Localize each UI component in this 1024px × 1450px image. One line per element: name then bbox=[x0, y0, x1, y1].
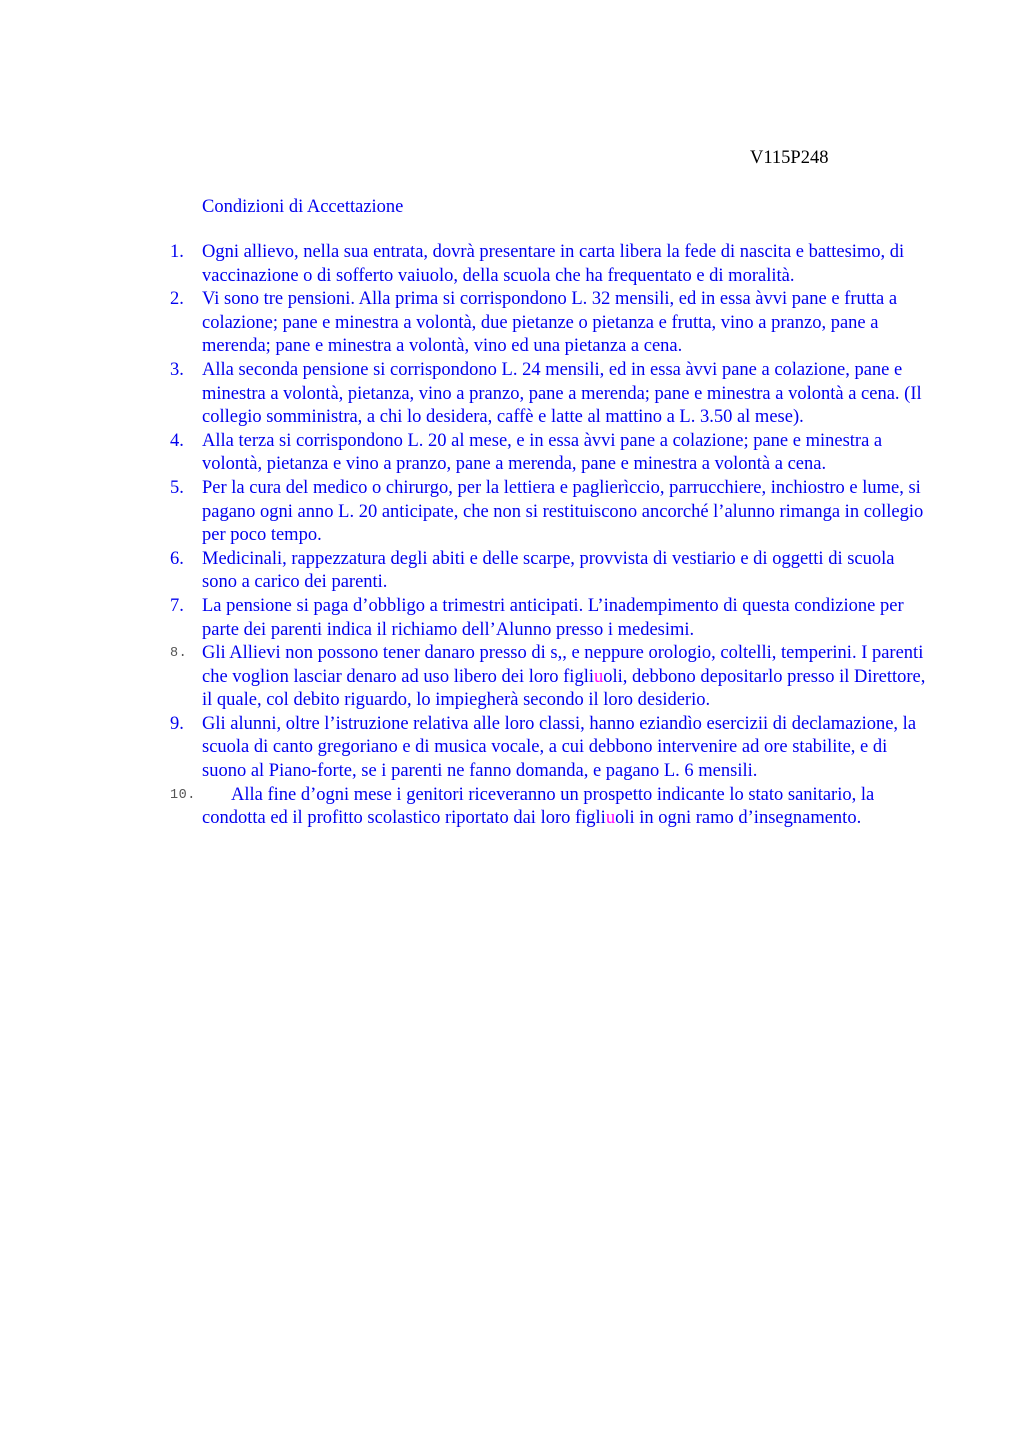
condition-text: Ogni allievo, nella sua entrata, dovrà presentare in carta libera la fede di nascita e battesimo, di vaccinazione o di sofferto vaiuolo, della scuola che ha frequentato e di moralità. bbox=[202, 242, 905, 286]
condition-item-4 bbox=[0, 430, 932, 477]
condition-number: 6. bbox=[170, 548, 184, 569]
condition-text: Vi sono tre pensioni. Alla prima si corrispondono L. 32 mensili, ed in essa àvvi pane e frutta a colazione; pane e minestra a volontà, due pietanze o pietanza e frutta, vino a pranzo, pane a merenda; pane e minestra a volontà, vino ed una pietanza a cena. bbox=[202, 289, 898, 357]
condition-text-before: Alla fine d’ogni mese i genitori riceveranno un prospetto indicante lo stato sanitario, la condotta ed il profitto scolastico riportato dai loro figli bbox=[202, 784, 875, 829]
document-title: Condizioni di Accettazione bbox=[202, 197, 404, 217]
inserted-letter: u bbox=[605, 808, 616, 829]
condition-number: 4. bbox=[170, 430, 184, 451]
condition-item-3 bbox=[0, 359, 932, 430]
condition-text: Alla terza si corrispondono L. 20 al mese, e in essa àvvi pane a colazione; pane e minestra a volontà, pietanza e vino a pranzo, pane a merenda, pane e minestra a volontà a cena. bbox=[202, 430, 883, 475]
condition-item-1 bbox=[0, 241, 932, 288]
condition-item-7 bbox=[0, 595, 932, 642]
condition-text bbox=[202, 784, 932, 831]
condition-text-after: oli, debbono depositarlo presso il Direttore, il quale, col debito riguardo, lo impiegherà secondo il loro desiderio. bbox=[202, 666, 926, 711]
condition-item-5 bbox=[0, 477, 932, 548]
page-identifier: V115P248 bbox=[750, 148, 829, 168]
condition-number: 8. bbox=[170, 646, 188, 662]
condition-number: 2. bbox=[170, 289, 184, 310]
condition-text: Gli alunni, oltre l’istruzione relativa alle loro classi, hanno eziandìo esercizii di declamazione, la scuola di canto gregoriano e di musica vocale, a cui debbono intervenire ad ore stabilite, e di suono al Piano-forte, se i parenti ne fanno domanda, e pagano L. 6 mensili. bbox=[202, 713, 917, 782]
condition-text: Alla seconda pensione si corrispondono L. 24 mensili, ed in essa àvvi pane a colazione, pane e minestra a volontà, pietanza, vino a pranzo, pane a merenda; pane e minestra a volontà a cena. (Il collegio somministra, a chi lo desidera, caffè e latte al mattino a L. 3.50 al mese). bbox=[202, 359, 922, 428]
condition-text-before: Gli Allievi non possono tener danaro presso di s,, e neppure orologio, coltelli, temperini. I parenti che voglion lasciar denaro ad uso libero dei loro figli bbox=[202, 643, 924, 687]
condition-text: Per la cura del medico o chirurgo, per la lettiera e paglierìccio, parrucchiere, inchiostro e lume, si pagano ogni anno L. 20 anticipate, che non si restituiscono ancorché l’alunno rimanga in collegio per poco tempo. bbox=[202, 477, 924, 546]
condition-item-2 bbox=[0, 288, 932, 359]
condition-text bbox=[202, 643, 925, 710]
conditions-list bbox=[0, 241, 1024, 831]
condition-number: 3. bbox=[170, 359, 184, 380]
condition-item-6 bbox=[0, 548, 932, 595]
condition-number: 7. bbox=[170, 595, 184, 616]
condition-item-8 bbox=[0, 642, 932, 713]
condition-item-10 bbox=[0, 784, 932, 831]
condition-number: 10. bbox=[170, 787, 196, 803]
condition-text: Medicinali, rappezzatura degli abiti e delle scarpe, provvista di vestiario e di oggetti di scuola sono a carico dei parenti. bbox=[202, 548, 895, 593]
condition-number: 5. bbox=[170, 477, 184, 498]
condition-text: La pensione si paga d’obbligo a trimestri anticipati. L’inadempimento di questa condizione per parte dei parenti indica il richiamo dell’Alunno presso i medesimi. bbox=[202, 595, 904, 640]
inserted-letter: u bbox=[593, 666, 604, 687]
condition-number: 1. bbox=[170, 242, 184, 262]
condition-text-after: oli in ogni ramo d’insegnamento. bbox=[615, 808, 862, 829]
condition-item-9 bbox=[0, 713, 932, 784]
condition-number: 9. bbox=[170, 713, 184, 734]
